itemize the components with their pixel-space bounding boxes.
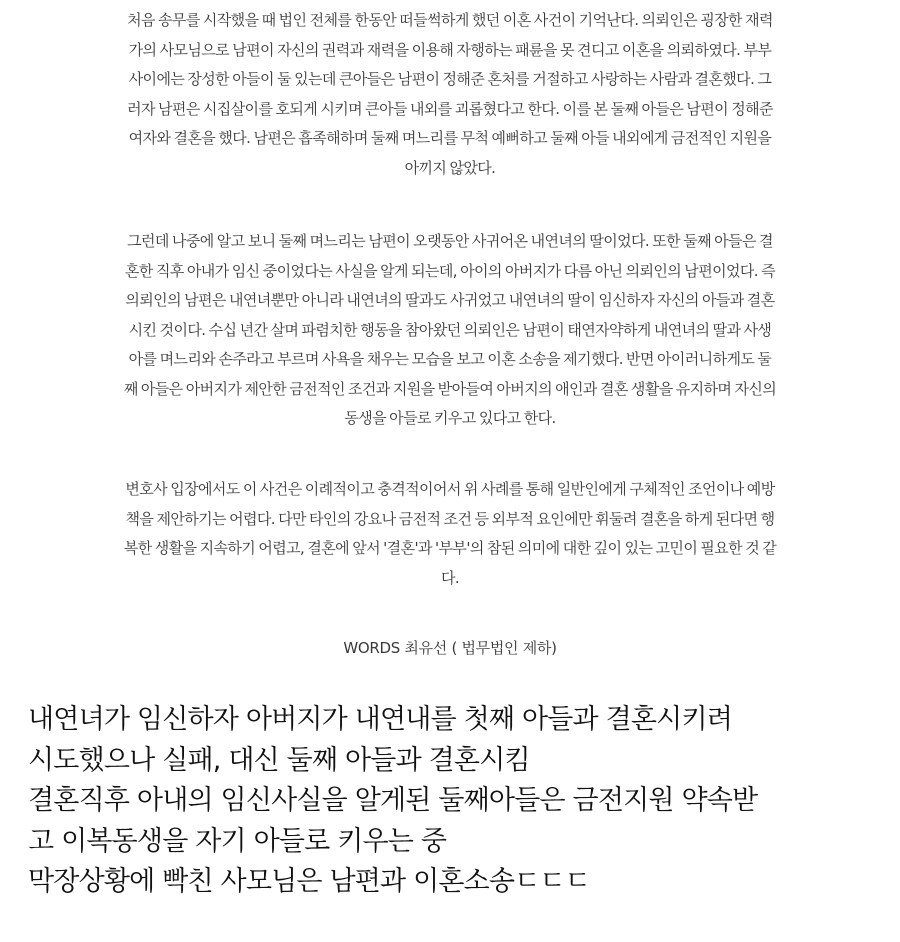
article-line: 동생을 아들로 키우고 있다고 한다. [344,409,556,427]
article-line: 여자와 결혼을 했다. 남편은 흡족해하며 둘째 며느리를 무척 예뻐하고 둘째 아들 내외에게 금전적인 지원을 [128,129,772,147]
article-line: 시킨 것이다. 수십 년간 살며 파렴치한 행동을 참아왔던 의뢰인은 남편이 태연자약하게 내연녀의 딸과 사생 [128,320,772,339]
article-paragraph [28,475,872,593]
article-line: 변호사 입장에서도 이 사건은 이례적이고 충격적이어서 위 사례를 통해 일반인에게 구체적인 조언이나 예방 [125,480,775,498]
article-line: 째 아들은 아버지가 제안한 금전적인 조건과 지원을 받아들여 아버지의 애인과 결혼 생활을 유지하며 자신의 [123,379,777,398]
article-line: 책을 제안하기는 어렵다. 다만 타인의 강요나 금전적 조건 등 외부적 요인에만 휘둘려 결혼을 하게 된다면 행 [125,509,775,528]
article-line: 복한 생활을 지속하기 어렵고, 결혼에 앞서 '결혼'과 '부부'의 참된 의미에 대한 깊이 있는 고민이 필요한 것 같 [123,539,777,557]
article-line: 러자 남편은 시집살이를 호되게 시키며 큰아들 내외를 괴롭혔다고 한다. 이를 본 둘째 아들은 남편이 정해준 [127,99,773,118]
article-paragraph [28,227,872,434]
article-line: 아를 며느리와 손주라고 부르며 사욕을 채우는 모습을 보고 이혼 소송을 제기했다. 반면 아이러니하게도 둘 [128,350,772,368]
comment-line: 결혼직후 아내의 임신사실을 알게된 둘째아들은 금전지원 약속받 [28,785,758,816]
article-line: 사이에는 장성한 아들이 둘 있는데 큰아들은 남편이 정해준 혼처를 거절하고 사랑하는 사람과 결혼했다. 그 [128,70,772,88]
summary-comment [28,700,888,903]
article-line: 의뢰인의 남편은 내연녀뿐만 아니라 내연녀의 딸과도 사귀었고 내연녀의 딸이 임신하자 자신의 아들과 결혼 [125,291,775,309]
comment-line: 시도했으나 실패, 대신 둘째 아들과 결혼시킴 [28,744,530,776]
article-line: 가의 사모님으로 남편이 자신의 권력과 재력을 이용해 자행하는 패륜을 못 견디고 이혼을 의뢰하였다. 부부 [128,40,772,59]
article-credit: WORDS 최유선 ( 법무법인 제하) [343,639,557,657]
article-line: 혼한 직후 아내가 임신 중이었다는 사실을 알게 되는데, 아이의 아버지가 다름 아닌 의뢰인의 남편이었다. 즉 [125,261,775,280]
comment-line: 막장상황에 빡친 사모님은 남편과 이혼소송ㄷㄷㄷ [28,866,591,897]
article-line: 다. [440,568,460,587]
article-line: 아끼지 않았다. [404,158,496,177]
article-line: 처음 송무를 시작했을 때 법인 전체를 한동안 떠들썩하게 했던 이혼 사건이 기억난다. 의뢰인은 굉장한 재력 [127,11,773,29]
comment-line: 고 이복동생을 자기 아들로 키우는 중 [28,825,447,857]
article-line: 그런데 나중에 알고 보니 둘째 며느리는 남편이 오랫동안 사귀어온 내연녀의 딸이었다. 또한 둘째 아들은 결 [127,232,773,250]
comment-line: 내연녀가 임신하자 아버지가 내연내를 첫째 아들과 결혼시키려 [28,704,733,735]
article-paragraph [28,6,872,183]
